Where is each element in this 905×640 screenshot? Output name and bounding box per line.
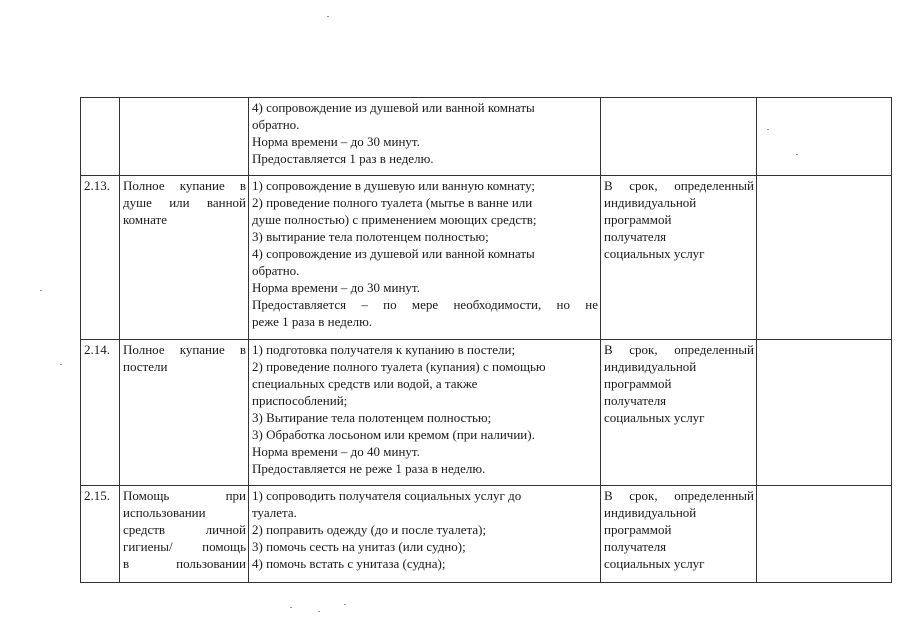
extra-cell — [757, 486, 892, 583]
content-line: 3) Обработка лосьоном или кремом (при наличии). — [252, 427, 535, 442]
service-name-cell — [120, 486, 249, 583]
service-name-line: использовании — [123, 505, 206, 520]
content-line: туалета. — [252, 505, 297, 520]
term-cell — [601, 340, 757, 486]
content-line: Предоставляется 1 раз в неделю. — [252, 151, 434, 166]
services-table — [80, 97, 892, 583]
scan-speck — [318, 611, 320, 612]
row-number-cell — [81, 98, 120, 176]
term-line: программой — [604, 522, 672, 537]
term-cell — [601, 486, 757, 583]
content-line: 3) помочь сесть на унитаз (или судно); — [252, 539, 466, 554]
term-line: В срок, определенный — [604, 342, 754, 357]
content-line: 3) Вытирание тела полотенцем полностью; — [252, 410, 492, 425]
content-line: 4) помочь встать с унитаза (судна); — [252, 556, 446, 571]
term-line: индивидуальной — [604, 195, 697, 210]
row-number-cell: 2.13. — [81, 176, 120, 340]
content-line: 4) сопровождение из душевой или ванной комнаты — [252, 100, 535, 115]
content-line: специальных средств или водой, а также — [252, 376, 478, 391]
service-content-cell — [249, 176, 601, 340]
service-name-cell — [120, 98, 249, 176]
service-name-line: комнате — [123, 212, 167, 227]
term-line: индивидуальной — [604, 359, 697, 374]
service-name-line: Полное купание в — [123, 342, 246, 357]
term-line: получателя — [604, 539, 667, 554]
scan-speck — [796, 154, 798, 155]
term-line: программой — [604, 212, 672, 227]
content-line: 2) поправить одежду (до и после туалета); — [252, 522, 487, 537]
table-row — [81, 486, 892, 583]
term-cell — [601, 98, 757, 176]
content-line: 2) проведение полного туалета (купания) с помощью — [252, 359, 546, 374]
content-line: 1) сопроводить получателя социальных услуг до — [252, 488, 522, 503]
content-line: Норма времени – до 30 минут. — [252, 280, 420, 295]
term-line: В срок, определенный — [604, 178, 754, 193]
row-number-cell: 2.14. — [81, 340, 120, 486]
service-name-line: средств личной — [123, 522, 246, 537]
extra-cell — [757, 176, 892, 340]
content-line: Норма времени – до 30 минут. — [252, 134, 420, 149]
term-line: социальных услуг — [604, 556, 705, 571]
scan-speck — [344, 604, 346, 605]
term-line: социальных услуг — [604, 410, 705, 425]
content-line: душе полностью) с применением моющих средств; — [252, 212, 537, 227]
content-line: реже 1 раза в неделю. — [252, 314, 373, 329]
service-name-line: Полное купание в — [123, 178, 246, 193]
service-name-line: душе или ванной — [123, 195, 246, 210]
content-line: Норма времени – до 40 минут. — [252, 444, 420, 459]
service-content-cell — [249, 340, 601, 486]
content-line: Предоставляется не реже 1 раза в неделю. — [252, 461, 486, 476]
content-line: Предоставляется – по мере необходимости, но не — [252, 297, 598, 312]
service-name-line: постели — [123, 359, 168, 374]
service-content-cell — [249, 98, 601, 176]
content-line: обратно. — [252, 263, 300, 278]
scan-speck — [767, 129, 769, 130]
term-line: получателя — [604, 229, 667, 244]
content-line: 4) сопровождение из душевой или ванной комнаты — [252, 246, 535, 261]
content-line: 2) проведение полного туалета (мытье в ванне или — [252, 195, 533, 210]
row-number-cell: 2.15. — [81, 486, 120, 583]
term-line: социальных услуг — [604, 246, 705, 261]
content-line: 1) подготовка получателя к купанию в постели; — [252, 342, 516, 357]
service-name-line: гигиены/ помощь — [123, 539, 246, 554]
term-line: В срок, определенный — [604, 488, 754, 503]
service-name-cell — [120, 340, 249, 486]
extra-cell — [757, 340, 892, 486]
scan-speck — [290, 607, 292, 608]
content-line: обратно. — [252, 117, 300, 132]
content-line: 3) вытирание тела полотенцем полностью; — [252, 229, 489, 244]
scan-speck — [327, 16, 329, 17]
table-row — [81, 176, 892, 340]
term-line: получателя — [604, 393, 667, 408]
service-name-line: Помощь при — [123, 488, 246, 503]
term-cell — [601, 176, 757, 340]
content-line: 1) сопровождение в душевую или ванную комнату; — [252, 178, 536, 193]
scan-speck — [40, 290, 42, 291]
extra-cell — [757, 98, 892, 176]
table-row — [81, 340, 892, 486]
service-content-cell — [249, 486, 601, 583]
service-name-cell — [120, 176, 249, 340]
term-line: индивидуальной — [604, 505, 697, 520]
service-name-line: в пользовании — [123, 556, 246, 571]
term-line: программой — [604, 376, 672, 391]
scan-speck — [60, 364, 62, 365]
content-line: приспособлений; — [252, 393, 348, 408]
table-row — [81, 98, 892, 176]
